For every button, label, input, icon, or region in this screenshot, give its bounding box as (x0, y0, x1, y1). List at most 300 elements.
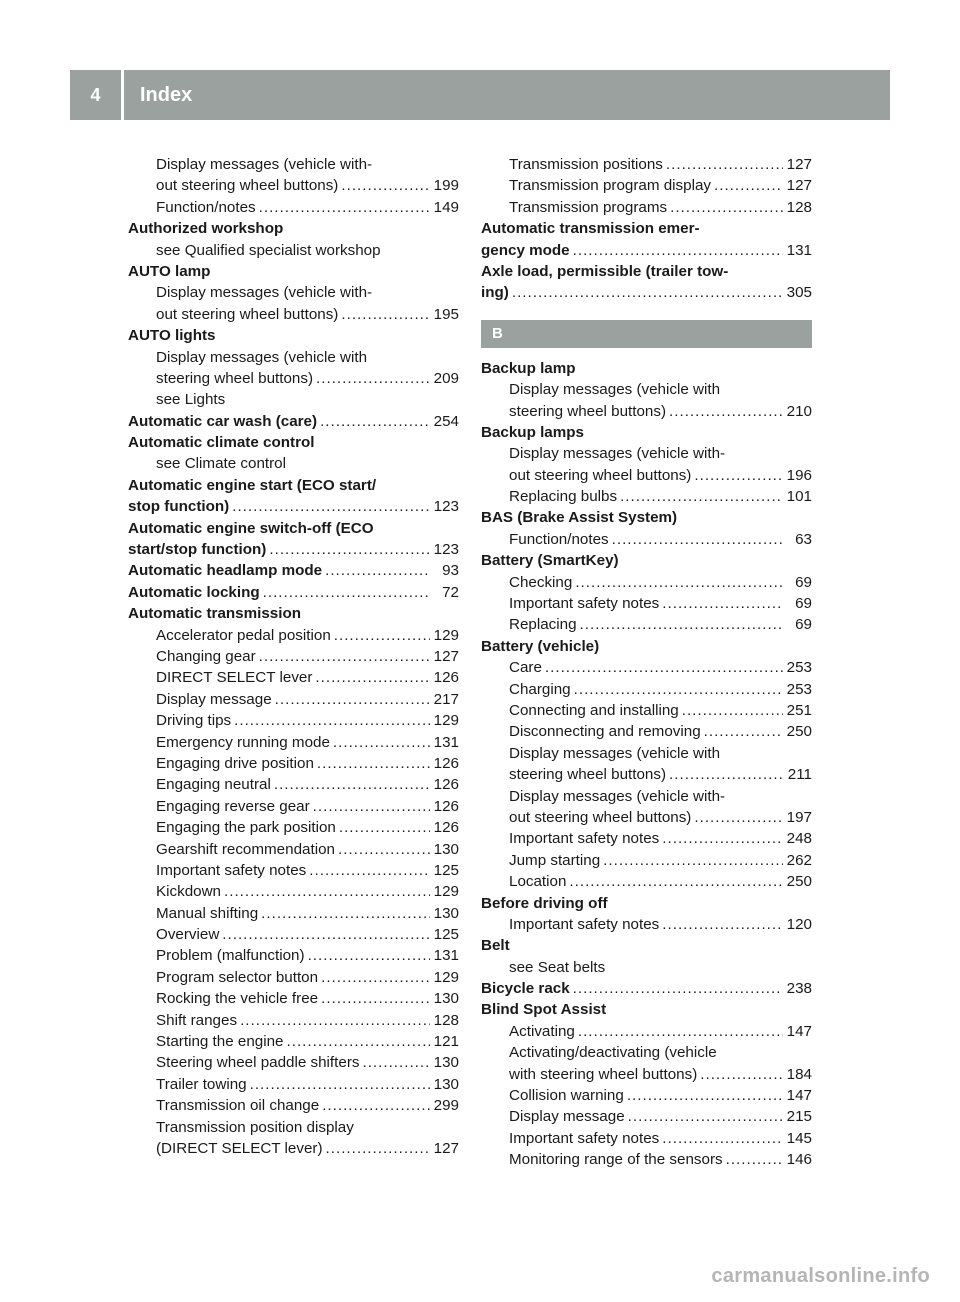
dot-leader (714, 175, 783, 196)
index-subentry (481, 401, 812, 422)
page-ref: 69 (795, 573, 812, 591)
dot-leader (662, 828, 783, 849)
page-ref: 128 (433, 1011, 459, 1029)
index-entry (481, 358, 812, 379)
entry-text: Battery (SmartKey) (481, 552, 619, 570)
entry-text: Display messages (vehicle with- (156, 284, 373, 302)
index-entry (128, 603, 459, 624)
page-ref: 130 (433, 840, 459, 858)
page-ref: 123 (433, 498, 459, 516)
dot-leader (341, 175, 430, 196)
entry-text: ing) (481, 284, 509, 302)
dot-leader (545, 657, 783, 678)
dot-leader (333, 732, 430, 753)
page-ref: 215 (786, 1108, 812, 1126)
entry-text: Before driving off (481, 894, 608, 912)
entry-text: Replacing bulbs (509, 488, 618, 506)
dot-leader (234, 710, 430, 731)
entry-text: Monitoring range of the sensors (509, 1151, 723, 1169)
entry-text: Display message (509, 1108, 625, 1126)
entry-text: Program selector button (156, 968, 319, 986)
index-subentry (481, 1128, 812, 1149)
page-ref: 254 (433, 412, 459, 430)
dot-leader (240, 1010, 430, 1031)
entry-text: Overview (156, 926, 220, 944)
dot-leader (339, 817, 430, 838)
index-entry (481, 507, 812, 528)
index-entry (481, 422, 812, 443)
page-ref: 145 (786, 1129, 812, 1147)
index-entry (481, 999, 812, 1020)
entry-text: Authorized workshop (128, 220, 284, 238)
index-subentry (128, 368, 459, 389)
dot-leader (224, 881, 430, 902)
dot-leader (322, 1095, 430, 1116)
dot-leader (362, 1052, 430, 1073)
entry-text: Important safety notes (509, 595, 660, 613)
index-subentry (128, 154, 459, 175)
dot-leader (232, 496, 430, 517)
index-subentry (128, 646, 459, 667)
entry-text: out steering wheel buttons) (509, 466, 692, 484)
page-ref: 130 (433, 1075, 459, 1093)
dot-leader (259, 646, 430, 667)
index-subentry (481, 379, 812, 400)
index-entry (481, 978, 812, 999)
index-subentry (128, 1031, 459, 1052)
entry-text: Changing gear (156, 647, 256, 665)
index-entry (128, 475, 459, 496)
index-subentry (481, 572, 812, 593)
page-ref: 126 (433, 819, 459, 837)
entry-text: AUTO lights (128, 327, 216, 345)
entry-text: Function/notes (156, 198, 256, 216)
page-ref: 299 (433, 1097, 459, 1115)
entry-text: Activating (509, 1022, 575, 1040)
index-subentry (128, 710, 459, 731)
page-ref: 251 (786, 701, 812, 719)
entry-text: Important safety notes (509, 1129, 660, 1147)
page-ref: 131 (786, 241, 812, 259)
index-entry (481, 282, 812, 303)
dot-leader (338, 839, 430, 860)
dot-leader (575, 572, 783, 593)
page-ref: 147 (786, 1022, 812, 1040)
section-header-b: B (481, 320, 812, 348)
dot-leader (694, 465, 783, 486)
page-ref: 196 (786, 466, 812, 484)
index-subentry (128, 304, 459, 325)
entry-text: Transmission positions (509, 156, 663, 173)
index-subentry (128, 1095, 459, 1116)
page-ref: 130 (433, 904, 459, 922)
page-ref: 250 (786, 873, 812, 891)
index-subentry (481, 807, 812, 828)
entry-text: Engaging the park position (156, 819, 336, 837)
index-subentry (481, 700, 812, 721)
index-entry (128, 560, 459, 581)
index-entry (481, 636, 812, 657)
index-subentry (128, 924, 459, 945)
entry-text: steering wheel buttons) (156, 369, 314, 387)
dot-leader (309, 860, 430, 881)
page-ref: 248 (786, 830, 812, 848)
entry-text: Automatic transmission (128, 605, 302, 623)
page-ref: 127 (786, 177, 812, 195)
entry-text: Driving tips (156, 712, 232, 730)
dot-leader (275, 689, 430, 710)
page-ref: 129 (433, 883, 459, 901)
entry-text: Display messages (vehicle with- (156, 156, 373, 173)
page-ref: 130 (433, 990, 459, 1008)
dot-leader (612, 529, 783, 550)
entry-text: Checking (509, 573, 573, 591)
index-subentry (481, 871, 812, 892)
index-subentry (481, 1064, 812, 1085)
dot-leader (580, 614, 783, 635)
entry-text: Charging (509, 680, 571, 698)
index-subentry (128, 732, 459, 753)
dot-leader (670, 197, 783, 218)
entry-text: Battery (vehicle) (481, 637, 600, 655)
index-subentry (481, 1106, 812, 1127)
page-ref: 250 (786, 723, 812, 741)
index-subentry (481, 465, 812, 486)
entry-text: Automatic climate control (128, 434, 315, 452)
page-ref: 253 (786, 659, 812, 677)
page-ref: 217 (433, 690, 459, 708)
index-subentry (481, 850, 812, 871)
index-subentry (481, 1149, 812, 1170)
index-list-right-top (481, 154, 812, 304)
index-subentry (481, 486, 812, 507)
page-ref: 129 (433, 968, 459, 986)
dot-leader (574, 679, 783, 700)
entry-text: Blind Spot Assist (481, 1001, 607, 1019)
entry-text: Display messages (vehicle with- (509, 445, 726, 463)
entry-text: Emergency running mode (156, 733, 330, 751)
index-subentry (481, 764, 812, 785)
dot-leader (628, 1106, 783, 1127)
entry-text: Automatic engine switch-off (ECO (128, 519, 374, 537)
entry-text: Jump starting (509, 851, 601, 869)
page-ref: 69 (795, 616, 812, 634)
page-ref: 69 (795, 595, 812, 613)
page-ref: 125 (433, 926, 459, 944)
page-ref: 209 (433, 369, 459, 387)
dot-leader (317, 753, 430, 774)
index-entry (481, 240, 812, 261)
index-subentry (481, 957, 812, 978)
entry-text: Care (509, 659, 542, 677)
index-subentry (128, 1117, 459, 1138)
index-entry (128, 411, 459, 432)
page-ref: 184 (786, 1065, 812, 1083)
index-subentry (481, 1085, 812, 1106)
index-subentry (481, 154, 812, 175)
dot-leader (603, 850, 783, 871)
index-entry (128, 496, 459, 517)
entry-text: Display messages (vehicle with (509, 381, 721, 399)
page-ref: 211 (787, 766, 812, 784)
page-ref: 128 (786, 198, 812, 216)
entry-text: Steering wheel paddle shifters (156, 1054, 360, 1072)
page-ref: 123 (433, 541, 459, 559)
page-ref: 129 (433, 712, 459, 730)
entry-text: Display messages (vehicle with (156, 348, 368, 366)
index-subentry (128, 988, 459, 1009)
dot-leader (308, 945, 430, 966)
page-ref: 149 (433, 198, 459, 216)
page-ref: 72 (442, 583, 459, 601)
entry-text: Important safety notes (156, 861, 307, 879)
page-ref: 195 (433, 305, 459, 323)
page-ref: 126 (433, 669, 459, 687)
entry-text: stop function) (128, 498, 230, 516)
dot-leader (662, 593, 783, 614)
dot-leader (666, 154, 783, 175)
entry-text: start/stop function) (128, 541, 267, 559)
entry-text: Manual shifting (156, 904, 259, 922)
entry-text: Disconnecting and removing (509, 723, 701, 741)
page-title: Index (140, 83, 193, 106)
dot-leader (321, 988, 430, 1009)
index-subentry (481, 1042, 812, 1063)
page-ref: 127 (433, 647, 459, 665)
page-number: 4 (70, 70, 124, 120)
page-ref: 121 (433, 1033, 459, 1051)
entry-text: Trailer towing (156, 1075, 247, 1093)
page-ref: 305 (786, 284, 812, 302)
index-entry (481, 550, 812, 571)
index-subentry (128, 175, 459, 196)
index-subentry (481, 443, 812, 464)
entry-text: Location (509, 873, 567, 891)
dot-leader (341, 304, 430, 325)
entry-text: BAS (Brake Assist System) (481, 509, 678, 527)
dot-leader (269, 539, 430, 560)
page-ref: 147 (786, 1087, 812, 1105)
page-ref: 129 (433, 626, 459, 644)
entry-text: Bicycle rack (481, 980, 570, 998)
index-subentry (481, 743, 812, 764)
dot-leader (321, 967, 430, 988)
index-subentry (128, 1138, 459, 1159)
dot-leader (334, 625, 430, 646)
dot-leader (682, 700, 783, 721)
index-subentry (128, 967, 459, 988)
page-ref: 125 (433, 861, 459, 879)
entry-text: Transmission oil change (156, 1097, 320, 1115)
dot-leader (320, 411, 430, 432)
page-ref: 126 (433, 797, 459, 815)
entry-text: Axle load, permissible (trailer tow- (481, 262, 729, 280)
entry-text: Engaging reverse gear (156, 797, 310, 815)
index-column-left (128, 154, 459, 1159)
index-subentry (481, 657, 812, 678)
index-subentry (128, 667, 459, 688)
entry-text: out steering wheel buttons) (509, 808, 692, 826)
entry-text: gency mode (481, 241, 570, 259)
page-ref: 130 (433, 1054, 459, 1072)
index-subentry (128, 240, 459, 261)
entry-text: Function/notes (509, 530, 609, 548)
entry-text: Transmission program display (509, 177, 712, 195)
index-subentry (481, 679, 812, 700)
index-subentry (128, 689, 459, 710)
index-subentry (128, 282, 459, 303)
page-header (70, 70, 890, 120)
entry-text: Rocking the vehicle free (156, 990, 319, 1008)
index-entry (128, 325, 459, 346)
dot-leader (669, 764, 783, 785)
index-subentry (481, 175, 812, 196)
index-subentry (128, 453, 459, 474)
page-ref: 253 (786, 680, 812, 698)
entry-text: Activating/deactivating (vehicle (509, 1044, 717, 1062)
entry-text: Automatic transmission emer- (481, 220, 700, 238)
dot-leader (704, 721, 783, 742)
entry-text: AUTO lamp (128, 262, 211, 280)
page-ref: 126 (433, 754, 459, 772)
entry-text: Automatic headlamp mode (128, 562, 323, 580)
index-subentry (128, 1052, 459, 1073)
watermark: carmanualsonline.info (711, 1265, 930, 1287)
index-subentry (481, 828, 812, 849)
entry-text: Engaging neutral (156, 776, 271, 794)
page-ref: 127 (786, 156, 812, 173)
entry-text: steering wheel buttons) (509, 766, 667, 784)
page-ref: 120 (786, 915, 812, 933)
page-ref: 197 (786, 808, 812, 826)
page-ref: 262 (786, 851, 812, 869)
dot-leader (627, 1085, 783, 1106)
dot-leader (250, 1074, 430, 1095)
index-subentry (481, 614, 812, 635)
entry-text: (DIRECT SELECT lever) (156, 1139, 323, 1157)
dot-leader (573, 978, 783, 999)
dot-leader (326, 1138, 430, 1159)
entry-text: Automatic car wash (care) (128, 412, 318, 430)
index-subentry (128, 1074, 459, 1095)
page-ref: 210 (786, 402, 812, 420)
page-ref: 131 (433, 947, 459, 965)
dot-leader (669, 401, 783, 422)
index-entry (128, 582, 459, 603)
dot-leader (620, 486, 783, 507)
entry-text: steering wheel buttons) (509, 402, 667, 420)
index-subentry (481, 914, 812, 935)
index-subentry (481, 1021, 812, 1042)
entry-text: Important safety notes (509, 915, 660, 933)
entry-text: Display messages (vehicle with- (509, 787, 726, 805)
index-subentry (128, 197, 459, 218)
dot-leader (569, 871, 783, 892)
dot-leader (700, 1064, 783, 1085)
entry-text: see Qualified specialist workshop (156, 241, 381, 259)
entry-text: DIRECT SELECT lever (156, 669, 313, 687)
entry-text: see Climate control (156, 455, 286, 473)
dot-leader (287, 1031, 431, 1052)
dot-leader (325, 560, 430, 581)
index-subentry (481, 721, 812, 742)
page-ref: 131 (433, 733, 459, 751)
page-ref: 238 (786, 980, 812, 998)
page-ref: 101 (786, 488, 812, 506)
index-entry (128, 539, 459, 560)
dot-leader (261, 903, 430, 924)
entry-text: Engaging drive position (156, 754, 314, 772)
entry-text: Transmission position display (156, 1118, 354, 1136)
index-subentry (128, 389, 459, 410)
entry-text: Display message (156, 690, 272, 708)
dot-leader (315, 667, 430, 688)
page-ref: 63 (795, 530, 812, 548)
entry-text: Transmission programs (509, 198, 668, 216)
page-ref: 146 (786, 1151, 812, 1169)
entry-text: Problem (malfunction) (156, 947, 305, 965)
index-subentry (128, 774, 459, 795)
entry-text: Backup lamps (481, 423, 584, 441)
index-entry (128, 518, 459, 539)
entry-text: with steering wheel buttons) (509, 1065, 698, 1083)
entry-text: Belt (481, 937, 510, 955)
entry-text: Accelerator pedal position (156, 626, 331, 644)
entry-text: see Seat belts (509, 958, 606, 976)
page-ref: 199 (433, 177, 459, 195)
index-subentry (481, 786, 812, 807)
dot-leader (313, 796, 430, 817)
index-column-right (481, 154, 812, 1171)
index-entry (481, 261, 812, 282)
index-entry (128, 218, 459, 239)
index-subentry (481, 529, 812, 550)
index-subentry (128, 753, 459, 774)
dot-leader (512, 282, 783, 303)
entry-text: Starting the engine (156, 1033, 284, 1051)
page-ref: 127 (433, 1139, 459, 1157)
entry-text: Kickdown (156, 883, 221, 901)
entry-text: Automatic engine start (ECO start/ (128, 476, 377, 494)
dot-leader (578, 1021, 783, 1042)
index-subentry (128, 903, 459, 924)
entry-text: Replacing (509, 616, 577, 634)
dot-leader (694, 807, 783, 828)
entry-text: Backup lamp (481, 359, 576, 377)
index-list-right-bottom (481, 358, 812, 1171)
dot-leader (662, 914, 783, 935)
page-ref: 93 (442, 562, 459, 580)
page-ref: 126 (433, 776, 459, 794)
entry-text: see Lights (156, 391, 226, 409)
index-subentry (481, 593, 812, 614)
dot-leader (222, 924, 430, 945)
index-entry (128, 261, 459, 282)
index-entry (481, 218, 812, 239)
entry-text: out steering wheel buttons) (156, 305, 339, 323)
index-entry (481, 935, 812, 956)
dot-leader (274, 774, 430, 795)
index-subentry (128, 945, 459, 966)
entry-text: Automatic locking (128, 583, 260, 601)
index-subentry (128, 796, 459, 817)
entry-text: out steering wheel buttons) (156, 177, 339, 195)
index-subentry (128, 817, 459, 838)
entry-text: Important safety notes (509, 830, 660, 848)
index-entry (481, 893, 812, 914)
entry-text: Connecting and installing (509, 701, 679, 719)
index-subentry (128, 881, 459, 902)
